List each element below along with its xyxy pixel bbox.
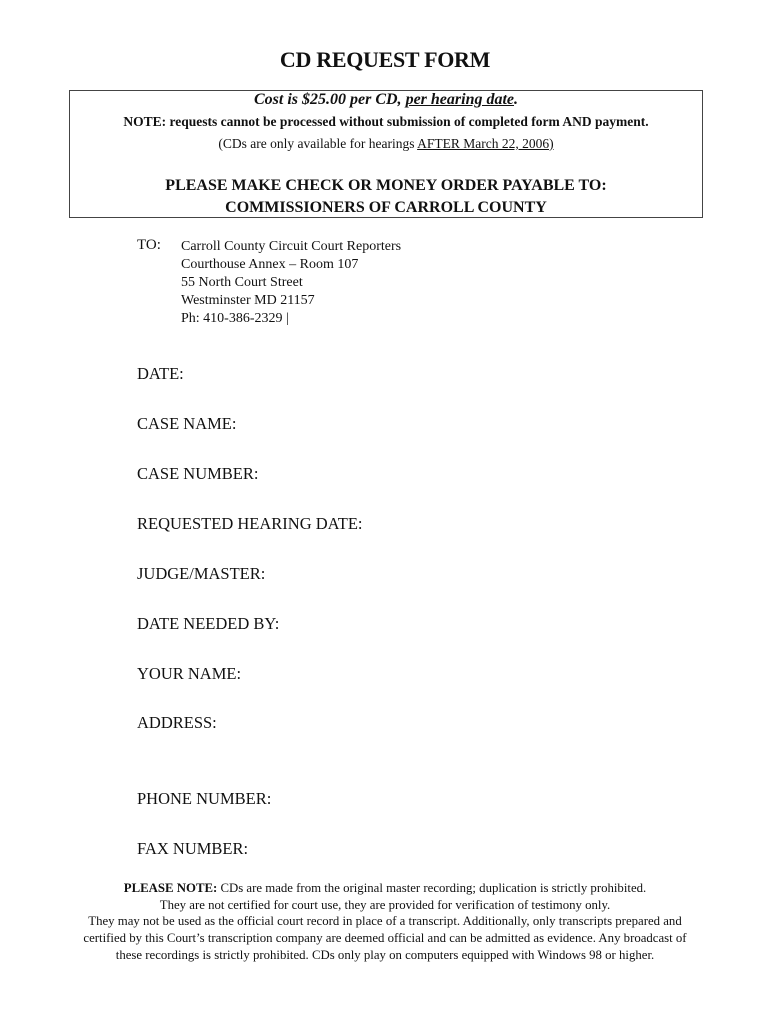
field-date: DATE: xyxy=(137,364,184,383)
payable-line-2: COMMISSIONERS OF CARROLL COUNTY xyxy=(225,199,547,216)
payment-info-box xyxy=(69,90,703,218)
field-case-name: CASE NAME: xyxy=(137,414,237,433)
processing-note: NOTE: requests cannot be processed without submission of completed form AND payment. xyxy=(123,114,649,129)
cost-line xyxy=(70,91,702,109)
cost-underlined: per hearing date xyxy=(405,91,515,108)
cost-suffix: . xyxy=(514,91,519,108)
recipient-address xyxy=(181,238,401,328)
address-line: Courthouse Annex – Room 107 xyxy=(181,257,359,272)
payable-line-1: PLEASE MAKE CHECK OR MONEY ORDER PAYABLE TO: xyxy=(165,177,607,194)
availability-date: AFTER March 22, 2006) xyxy=(417,136,554,151)
footer-line: certified by this Court’s transcription company are deemed official and can be admitted as evidence. Any broadcast of xyxy=(83,931,687,946)
footer-line: these recordings is strictly prohibited. CDs only play on computers equipped with Windows 98 or higher. xyxy=(115,947,655,962)
to-label: TO: xyxy=(137,237,161,253)
footer-line: They are not certified for court use, they are provided for verification of testimony only. xyxy=(159,897,611,912)
field-your-name: YOUR NAME: xyxy=(137,664,242,683)
form-title: CD REQUEST FORM xyxy=(279,47,491,72)
footer-note xyxy=(0,880,770,964)
footer-line: They may not be used as the official court record in place of a transcript. Additionally, only transcripts prepared and xyxy=(88,914,682,929)
footer-label: PLEASE NOTE: xyxy=(123,881,218,895)
availability-text: (CDs are only available for hearings xyxy=(218,136,418,151)
cost-text: Cost is $25.00 per CD, xyxy=(253,91,406,108)
field-phone-number: PHONE NUMBER: xyxy=(137,789,272,808)
field-judge-master: JUDGE/MASTER: xyxy=(137,564,266,583)
address-line: 55 North Court Street xyxy=(181,275,303,290)
field-fax-number: FAX NUMBER: xyxy=(137,839,249,858)
address-line: Ph: 410-386-2329 | xyxy=(181,311,289,326)
address-line: Carroll County Circuit Court Reporters xyxy=(181,239,402,254)
field-date-needed-by: DATE NEEDED BY: xyxy=(137,614,280,633)
address-line: Westminster MD 21157 xyxy=(181,293,315,308)
footer-text: CDs are made from the original master recording; duplication is strictly prohibited. xyxy=(217,881,647,895)
footer-line xyxy=(0,880,770,897)
availability-line xyxy=(70,136,702,152)
field-requested-hearing-date: REQUESTED HEARING DATE: xyxy=(137,514,363,533)
field-case-number: CASE NUMBER: xyxy=(137,464,259,483)
field-address: ADDRESS: xyxy=(137,713,217,732)
